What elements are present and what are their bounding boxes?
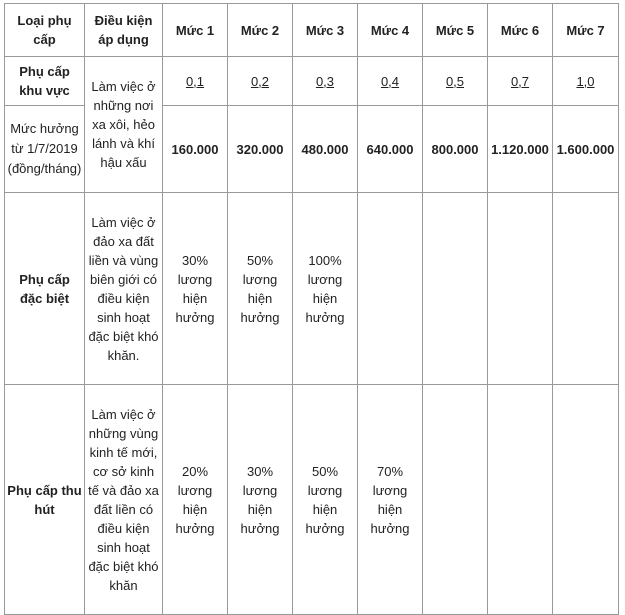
thu-hut-rate-1: 20% lương hiện hưởng (163, 385, 228, 615)
header-level-3: Mức 3 (293, 4, 358, 57)
khu-vuc-benefit-label (5, 106, 85, 193)
thu-hut-rate-7 (553, 385, 619, 615)
header-level-1: Mức 1 (163, 4, 228, 57)
dac-biet-rate-4 (358, 193, 423, 385)
thu-hut-rate-6 (488, 385, 553, 615)
khu-vuc-amount-6: 1.120.000 (488, 106, 553, 193)
header-type: Loại phụ cấp (5, 4, 85, 57)
khu-vuc-amount-3: 480.000 (293, 106, 358, 193)
header-level-6: Mức 6 (488, 4, 553, 57)
header-level-5: Mức 5 (423, 4, 488, 57)
khu-vuc-coefficient-row (5, 57, 619, 106)
khu-vuc-amount-4: 640.000 (358, 106, 423, 193)
dac-biet-rate-3: 100% lương hiện hưởng (293, 193, 358, 385)
dac-biet-rate-6 (488, 193, 553, 385)
khu-vuc-amount-2: 320.000 (228, 106, 293, 193)
khu-vuc-name: Phụ cấp khu vực (5, 57, 85, 106)
benefit-label-line1: Mức hưởng từ 1/7/2019 (10, 121, 79, 156)
khu-vuc-coef-1[interactable]: 0,1 (163, 57, 228, 106)
khu-vuc-coef-2[interactable]: 0,2 (228, 57, 293, 106)
dac-biet-rate-7 (553, 193, 619, 385)
thu-hut-rate-4: 70% lương hiện hưởng (358, 385, 423, 615)
thu-hut-rate-2: 30% lương hiện hưởng (228, 385, 293, 615)
dac-biet-rate-5 (423, 193, 488, 385)
header-condition: Điều kiện áp dụng (85, 4, 163, 57)
thu-hut-row (5, 385, 619, 615)
header-row (5, 4, 619, 57)
khu-vuc-amount-5: 800.000 (423, 106, 488, 193)
header-level-4: Mức 4 (358, 4, 423, 57)
dac-biet-row (5, 193, 619, 385)
khu-vuc-amount-7: 1.600.000 (553, 106, 619, 193)
dac-biet-name: Phụ cấp đặc biệt (5, 193, 85, 385)
allowance-table (4, 3, 619, 615)
dac-biet-rate-2: 50% lương hiện hưởng (228, 193, 293, 385)
khu-vuc-coef-7[interactable]: 1,0 (553, 57, 619, 106)
thu-hut-condition: Làm việc ở những vùng kinh tế mới, cơ sở kinh tế và đảo xa đất liền có điều kiện sinh hoạt đặc biệt khó khăn (85, 385, 163, 615)
thu-hut-name: Phụ cấp thu hút (5, 385, 85, 615)
header-level-7: Mức 7 (553, 4, 619, 57)
thu-hut-rate-3: 50% lương hiện hưởng (293, 385, 358, 615)
khu-vuc-coef-4[interactable]: 0,4 (358, 57, 423, 106)
khu-vuc-coef-5[interactable]: 0,5 (423, 57, 488, 106)
benefit-label-line2: (đồng/tháng) (7, 161, 82, 176)
dac-biet-rate-1: 30% lương hiện hưởng (163, 193, 228, 385)
thu-hut-rate-5 (423, 385, 488, 615)
dac-biet-condition: Làm việc ở đảo xa đất liền và vùng biên giới có điều kiện sinh hoạt đặc biệt khó khăn. (85, 193, 163, 385)
khu-vuc-coef-3[interactable]: 0,3 (293, 57, 358, 106)
khu-vuc-condition: Làm việc ở những nơi xa xôi, hẻo lánh và khí hậu xấu (85, 57, 163, 193)
khu-vuc-coef-6[interactable]: 0,7 (488, 57, 553, 106)
header-level-2: Mức 2 (228, 4, 293, 57)
khu-vuc-amount-1: 160.000 (163, 106, 228, 193)
